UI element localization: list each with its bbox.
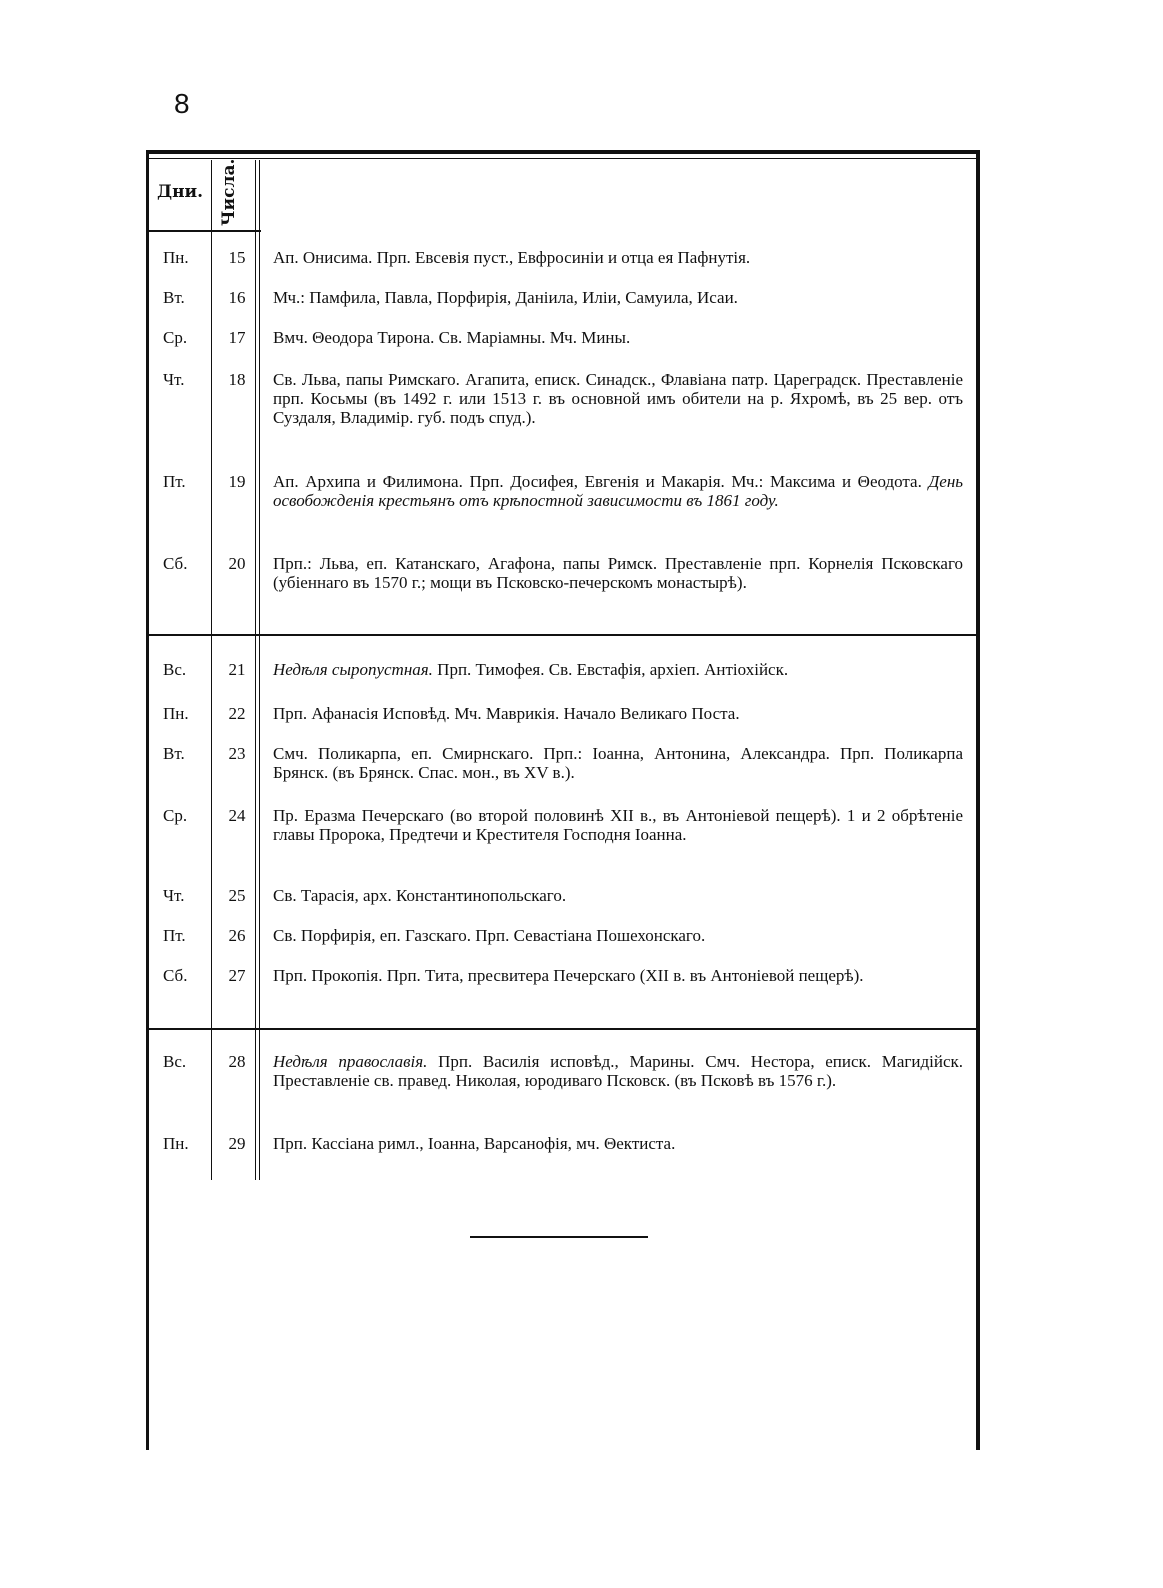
end-rule — [470, 1236, 648, 1238]
header-separator — [149, 230, 261, 232]
week-separator-1 — [149, 634, 976, 636]
header-numbers: Числа. — [219, 158, 239, 226]
page-number: 8 — [174, 88, 190, 119]
calendar-table: Дни. Числа. Пн. 15 Ап. Онисима. Прп. Евсевія пуст., Евфросиніи и отца ея Пафнутія. Вт. 16 Мч.: Памфила, Павла, Порфирія, Даніила, Иліи, Самуила, Исаи. Ср. 17 Вмч. Θеодора Тирона. Св. Маріамны. Мч. Мины. Чт. 18 Св. Льва, папы Римскаго. Агапита, еписк. Синадск., Флавіана патр. Цареградск. Преставленіе прп. Косьмы (въ 1492 г. или 1513 г. въ основной имъ обители на р. Яхромѣ, въ 25 вер. отъ Суздаля, Владимір. губ. подъ спуд.). Пт. 19 Ап. Архипа и Филимона. Прп. Досифея, Евгенія и Макарія. Мч.: Максима и Θеодота. День освобожденія крестьянъ отъ крѣпостной зависимости въ 1861 году. Сб. 20 Прп.: Льва, еп. Катанскаго, Агафона, папы Римск. Преставленіе прп. Корнелія Псковскаго (убіеннаго въ 1570 г.; мощи въ Псковско-печерскомъ монастырѣ). Вс. 21 Недѣля сыропустная. Прп. Тимофея. Св. Евстафія, архіеп. Антіохійск. Пн. 22 Прп. Афанасія Исповѣд. Мч. Маврикія. Начало Великаго Поста. Вт. 23 Смч. Поликарпа, еп. Смирнскаго. Прп.: Іоанна, Антонина, Александра. Прп. Поликарпа Брянск. (въ Брянск. Спас. мон., въ XV в.). Ср. 24 Пр. Еразма Печерскаго (во второй половинѣ XII в., въ Антоніевой пещерѣ). 1 и 2 обрѣтеніе главы Пророка, Предтечи и Крестителя Господня Іоанна. Чт. 25 Св. Тарасія, арх. Константинопольскаго. Пт. 26 Св. Порфирія, еп. Газскаго. Прп. Севастіана Пошехонскаго. Сб. 27 Прп. Прокопія. Прп. Тита, пресвитера Печерскаго (XII в. въ Антоніевой пещерѣ). Вс. 28 Недѣля православія. Прп. Василія исповѣд., Марины. Смч. Нестора, еписк. Магидійск. Преставленіе св. правед. Николая, юродиваго Псковск. (въ Псковѣ въ 1576 г.). Пн. 29 Прп. Кассіана римл., Іоанна, Варсанофія, мч. Θектиста. — [146, 150, 980, 1450]
header-days: Дни. — [157, 182, 204, 202]
week-separator-2 — [149, 1028, 976, 1030]
column-divider-numbers-2 — [259, 160, 260, 1180]
